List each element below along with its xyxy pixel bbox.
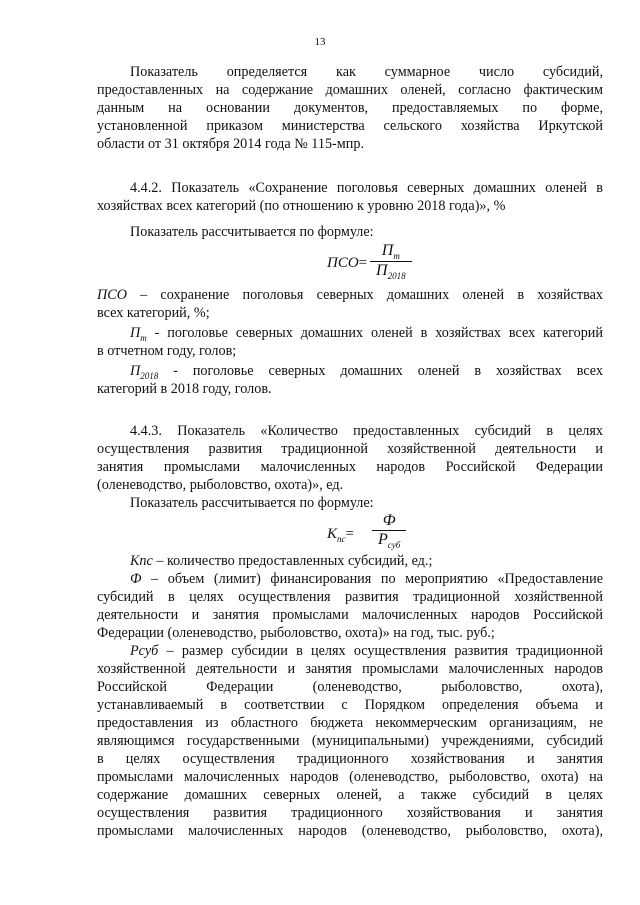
- definition-f: [97, 571, 603, 589]
- denominator-subscript: 2018: [387, 271, 406, 282]
- definition-symbol: Ф: [130, 571, 142, 587]
- formula-lhs: [327, 526, 354, 544]
- definition-text: – сохранение поголовья северных домашних оленей в хозяйствах: [126, 287, 603, 303]
- definition-symbol: П: [130, 363, 141, 379]
- formula-equals: =: [345, 526, 354, 542]
- formula-lhs-symbol: ПСО: [327, 255, 359, 271]
- text-line: хозяйственной деятельности и занятия промыслами малочисленных народов: [97, 661, 603, 677]
- definition-subscript: 2018: [140, 370, 159, 381]
- definition-subscript: т: [140, 332, 147, 343]
- text-line: устанавливаемый в соответствии с Порядком определения объема и: [97, 697, 603, 713]
- text-line: предоставления из областного бюджета некоммерческим организациям, не: [97, 715, 603, 731]
- fraction-denominator: [372, 530, 406, 550]
- text-line: категорий в 2018 году, голов.: [97, 381, 272, 397]
- text-line: Российской Федерации (оленеводство, рыболовство, охота),: [97, 679, 603, 695]
- numerator-symbol: П: [381, 242, 394, 259]
- page-number: 13: [314, 36, 326, 48]
- definition-text: – количество предоставленных субсидий, ед.;: [152, 553, 433, 569]
- text-line: содержание домашних северных оленей, а также субсидий в целях: [97, 787, 603, 803]
- formula-intro: Показатель рассчитывается по формуле:: [130, 224, 374, 240]
- definition-symbol: ПСО: [97, 287, 127, 303]
- text-line: являющимся государственными (муниципальными) учреждениями, субсидий: [97, 733, 603, 749]
- section-heading: (оленеводство, рыболовство, охота)», ед.: [97, 477, 344, 493]
- formula-lhs-symbol: К: [327, 526, 337, 542]
- text-line: всех категорий, %;: [97, 305, 210, 321]
- numerator-subscript: т: [393, 251, 400, 262]
- definition-pso: [97, 287, 603, 305]
- section-heading: занятия промыслами малочисленных народов Российской Федерации: [97, 459, 603, 475]
- text-line: установленной приказом министерства сельского хозяйства Иркутской: [97, 118, 603, 134]
- definition-text: - поголовье северных домашних оленей в хозяйствах всех: [158, 363, 603, 379]
- formula-equals: =: [358, 255, 368, 271]
- text-line: промыслами малочисленных народов (оленеводство, рыболовство, охота) на: [97, 769, 603, 785]
- text-line: субсидий в целях осуществления развития традиционной хозяйственной: [97, 589, 603, 605]
- formula-fraction: [370, 242, 412, 281]
- text-line: осуществления развития традиционного хозяйствования и занятия: [97, 805, 603, 821]
- formula-lhs-subscript: пс: [336, 534, 346, 544]
- text-line: предоставленных на содержание домашних оленей, согласно фактическим: [97, 82, 603, 98]
- definition-symbol: П: [130, 325, 141, 341]
- section-heading: хозяйствах всех категорий (по отношению к уровню 2018 года)», %: [97, 198, 506, 214]
- section-heading: 4.4.2. Показатель «Сохранение поголовья северных домашних оленей в: [130, 180, 603, 196]
- text-line: в отчетном году, голов;: [97, 343, 237, 359]
- section-heading: осуществления развития традиционной хозяйственной деятельности и: [97, 441, 603, 457]
- text-line: в целях осуществления традиционного хозяйствования и занятия: [97, 751, 603, 767]
- fraction-denominator: [370, 261, 412, 281]
- text-line: промыслами малочисленных народов (оленеводство, рыболовство, охота),: [97, 823, 603, 839]
- definition-text: - поголовье северных домашних оленей в хозяйствах всех категорий: [146, 325, 603, 341]
- section-heading: 4.4.3. Показатель «Количество предоставленных субсидий в целях: [130, 423, 603, 439]
- definition-kps: [97, 553, 603, 571]
- definition-text: – размер субсидии в целях осуществления развития традиционной: [158, 643, 603, 659]
- definition-text: – объем (лимит) финансирования по мероприятию «Предоставление: [141, 571, 603, 587]
- numerator-symbol: Ф: [382, 512, 396, 529]
- denominator-symbol: Р: [378, 531, 388, 548]
- formula-intro: Показатель рассчитывается по формуле:: [130, 495, 374, 511]
- fraction-numerator: [376, 242, 406, 261]
- text-line: данным на основании документов, предоставляемых по форме,: [97, 100, 603, 116]
- formula-lhs: [327, 255, 367, 272]
- formula-fraction: [372, 512, 406, 550]
- text-line: деятельности и занятия промыслами малочисленных народов Российской: [97, 607, 603, 623]
- definition-symbol: Рсуб: [130, 643, 159, 659]
- fraction-numerator: [377, 512, 402, 530]
- text-line: области от 31 октября 2014 года № 115-мпр.: [97, 136, 364, 152]
- text-line: Показатель определяется как суммарное число субсидий,: [130, 64, 603, 80]
- denominator-subscript: суб: [387, 540, 401, 551]
- denominator-symbol: П: [376, 262, 388, 280]
- text-line: Федерации (оленеводство, рыболовство, охота)» на год, тыс. руб.;: [97, 625, 495, 641]
- definition-symbol: Кпс: [130, 553, 153, 569]
- definition-rsub: [97, 643, 603, 661]
